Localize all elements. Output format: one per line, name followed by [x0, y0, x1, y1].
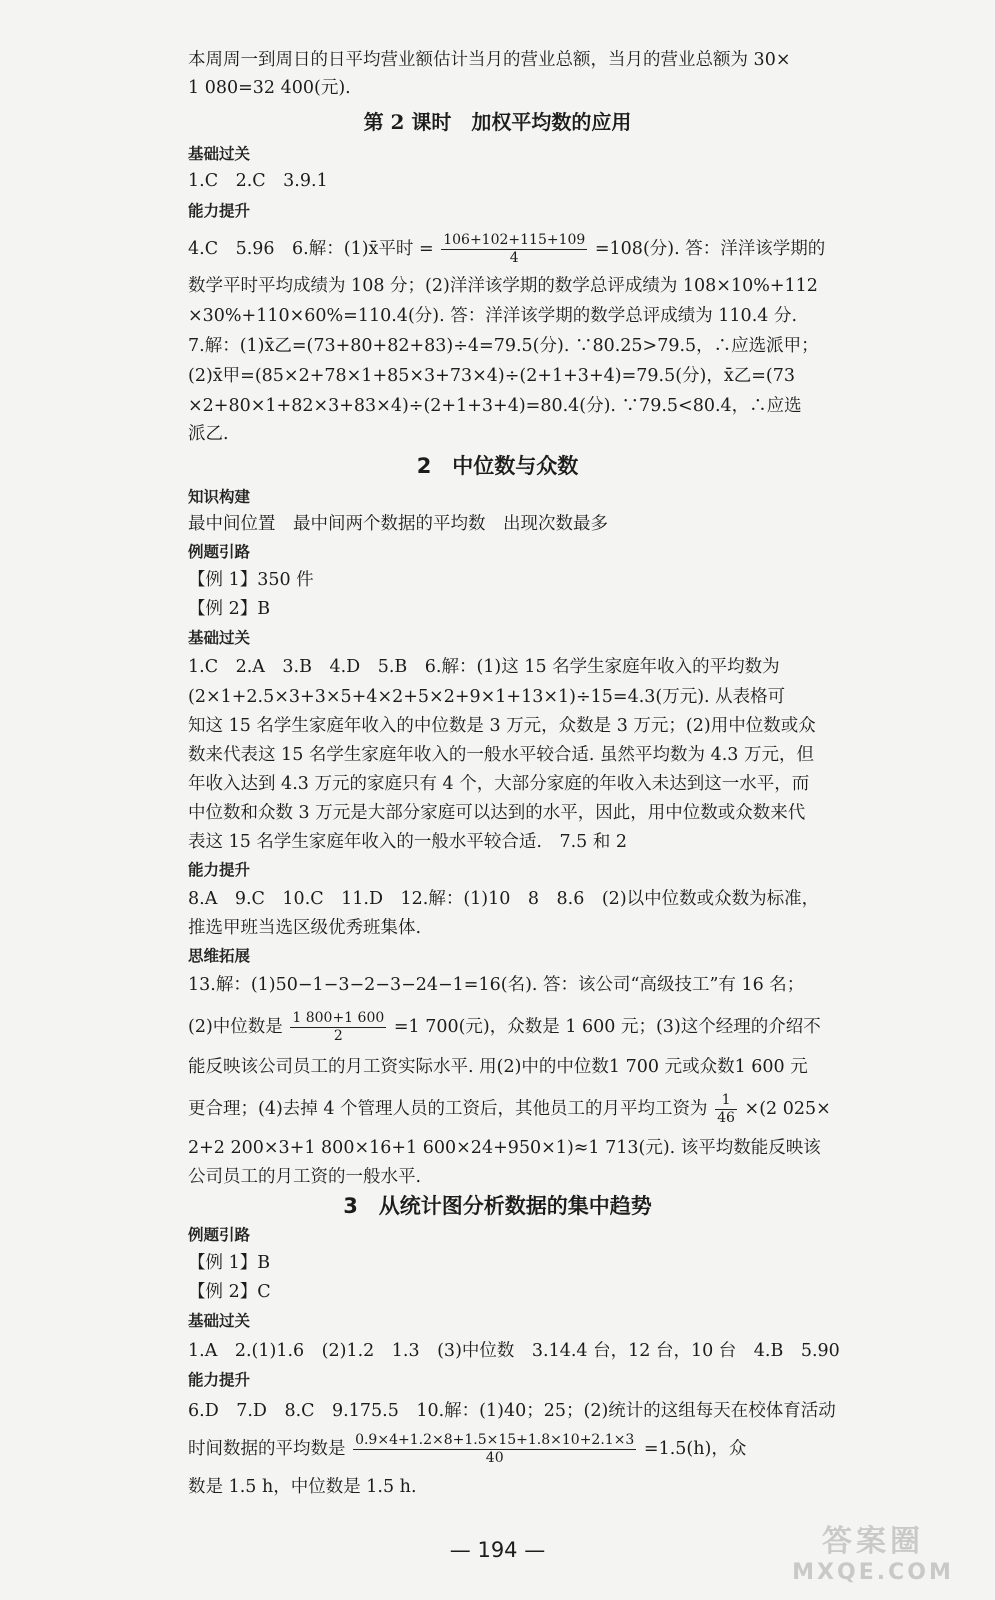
section-title-median: 2 中位数与众数 [416, 454, 579, 478]
watermark-url: MXQE.COM [792, 1560, 954, 1585]
intro-line-1: 本周周一到周日的日平均营业额估计当月的营业总额，当月的营业总额为 30× [188, 50, 791, 70]
heading-ability: 能力提升 [188, 861, 251, 879]
basic-line-5: 年收入达到 4.3 万元的家庭只有 4 个，大部分家庭的年收入未达到这一水平，而 [188, 774, 810, 794]
fraction-numerator: 106+102+115+109 [443, 232, 586, 248]
thinking-line-6: 公司员工的月工资的一般水平. [188, 1167, 422, 1187]
basic-line-2: (2×1+2.5×3+3×5+4×2+5×2+9×1+13×1)÷15=4.3(万元). 从表格可 [188, 687, 786, 707]
basic-line-4: 数来代表这 15 名学生家庭年收入的一般水平较合适. 虽然平均数为 4.3 万元，但 [188, 745, 814, 765]
thinking-line-2 [188, 1010, 828, 1045]
fraction-denominator: 46 [717, 1110, 735, 1126]
a2-suffix: =1.5(h)，众 [643, 1439, 747, 1459]
q7-line-1: 7.解：(1)x̄乙=(73+80+82+83)÷4=79.5(分). ∵80.25>79.5，∴应选派甲； [188, 336, 819, 356]
q4-prefix: 4.C 5.96 6.解：(1)x̄平时 = [188, 239, 434, 259]
thinking-line-3: 能反映该公司员工的月工资实际水平. 用(2)中的中位数1 700 元或众数1 600 元 [188, 1057, 808, 1077]
knowledge-line: 最中间位置 最中间两个数据的平均数 出现次数最多 [188, 514, 608, 534]
heading-basic: 基础过关 [188, 145, 251, 163]
q7-line-3: ×2+80×1+82×3+83×4)÷(2+1+3+4)=80.4(分). ∵79.5<80.4，∴应选 [188, 396, 802, 416]
basic-answers: 1.C 2.C 3.9.1 [188, 171, 328, 191]
basic-line-1: 1.C 2.A 3.B 4.D 5.B 6.解：(1)这 15 名学生家庭年收入的平均数为 [188, 657, 780, 677]
heading-basic: 基础过关 [188, 629, 251, 647]
q4-suffix: =108(分). 答：洋洋该学期的 [594, 239, 826, 259]
q4-q6-line [188, 232, 828, 267]
watermark-text: 答案圈 [822, 1524, 924, 1559]
t4-prefix: 更合理；(4)去掉 4 个管理人员的工资后，其他员工的月平均工资为 [188, 1099, 708, 1119]
fraction-one-over-46 [715, 1092, 737, 1127]
fraction-numerator: 1 800+1 600 [292, 1010, 385, 1026]
page-number: — 194 — [449, 1538, 546, 1562]
example-2: 【例 2】B [188, 599, 271, 619]
fraction-activity-average [353, 1432, 636, 1467]
fraction-denominator: 4 [509, 250, 519, 266]
t2-prefix: (2)中位数是 [188, 1017, 283, 1037]
q7-line-4: 派乙. [188, 424, 229, 444]
t4-suffix: ×(2 025× [744, 1099, 831, 1119]
heading-examples: 例题引路 [188, 1226, 251, 1244]
section-title-charts: 3 从统计图分析数据的集中趋势 [343, 1194, 652, 1218]
fraction-numerator: 0.9×4+1.2×8+1.5×15+1.8×10+2.1×3 [355, 1432, 635, 1448]
thinking-line-1: 13.解：(1)50−1−3−2−3−24−1=16(名). 答：该公司“高级技工”有 16 名； [188, 975, 805, 995]
q6-line-3: ×30%+110×60%=110.4(分). 答：洋洋该学期的数学总评成绩为 110.4 分. [188, 306, 798, 326]
example-1: 【例 1】B [188, 1253, 271, 1273]
thinking-line-4 [188, 1092, 831, 1127]
section-title-lesson2: 第 2 课时 加权平均数的应用 [363, 110, 632, 134]
a2-prefix: 时间数据的平均数是 [188, 1439, 346, 1459]
heading-ability: 能力提升 [188, 202, 251, 220]
ability-line-1: 8.A 9.C 10.C 11.D 12.解：(1)10 8 8.6 (2)以中位数或众数为标准， [188, 889, 820, 909]
q6-line-2: 数学平时平均成绩为 108 分；(2)洋洋该学期的数学总评成绩为 108×10%+112 [188, 276, 818, 296]
basic-line-3: 知这 15 名学生家庭年收入的中位数是 3 万元，众数是 3 万元；(2)用中位数或众 [188, 716, 816, 736]
example-2: 【例 2】C [188, 1282, 271, 1302]
basic-line-1: 1.A 2.(1)1.6 (2)1.2 1.3 (3)中位数 3.14.4 台，12 台，10 台 4.B 5.90 [188, 1341, 840, 1361]
heading-thinking: 思维拓展 [188, 947, 251, 965]
basic-line-7: 表这 15 名学生家庭年收入的一般水平较合适. 7.5 和 2 [188, 832, 628, 852]
heading-knowledge: 知识构建 [188, 488, 251, 506]
ability-line-2 [188, 1432, 828, 1467]
ability-line-1: 6.D 7.D 8.C 9.175.5 10.解：(1)40；25；(2)统计的这组每天在校体育活动 [188, 1401, 836, 1421]
fraction-median [290, 1010, 386, 1045]
thinking-line-5: 2+2 200×3+1 800×16+1 600×24+950×1)≈1 713(元). 该平均数能反映该 [188, 1138, 821, 1158]
q7-line-2: (2)x̄甲=(85×2+78×1+85×3+73×4)÷(2+1+3+4)=79.5(分)，x̄乙=(73 [188, 366, 795, 386]
fraction-average [441, 232, 587, 267]
intro-line-2: 1 080=32 400(元). [188, 78, 351, 98]
example-1: 【例 1】350 件 [188, 570, 314, 590]
heading-basic: 基础过关 [188, 1312, 251, 1330]
fraction-denominator: 2 [333, 1028, 343, 1044]
fraction-numerator: 1 [715, 1092, 737, 1110]
basic-line-6: 中位数和众数 3 万元是大部分家庭可以达到的水平，因此，用中位数或众数来代 [188, 803, 806, 823]
heading-ability: 能力提升 [188, 1371, 251, 1389]
ability-line-2: 推选甲班当选区级优秀班集体. [188, 918, 422, 938]
t2-suffix: =1 700(元)，众数是 1 600 元；(3)这个经理的介绍不 [393, 1017, 821, 1037]
fraction-denominator: 40 [485, 1450, 504, 1466]
ability-line-3: 数是 1.5 h，中位数是 1.5 h. [188, 1477, 417, 1497]
watermark-logo [773, 1516, 973, 1586]
heading-examples: 例题引路 [188, 543, 251, 561]
